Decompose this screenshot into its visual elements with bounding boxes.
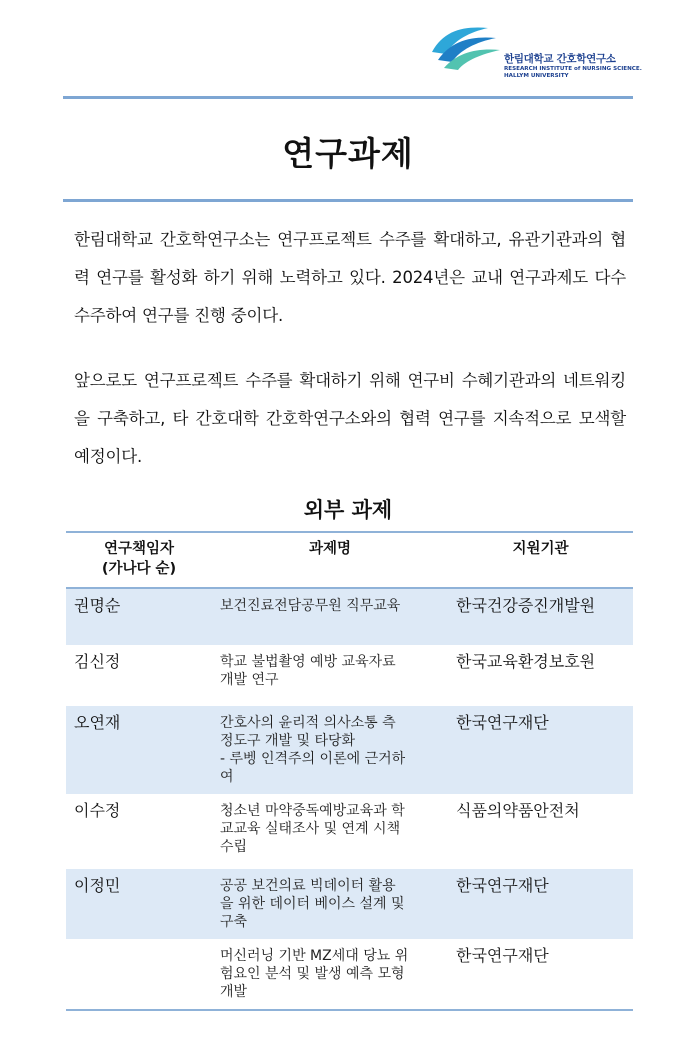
header-org: 지원기관 <box>512 541 569 557</box>
pi-cell: 오연재 <box>66 706 212 794</box>
top-divider <box>63 96 633 99</box>
pi-cell: 이수정 <box>74 801 121 820</box>
external-projects-table <box>66 531 633 1011</box>
header-project: 과제명 <box>308 541 352 557</box>
logo-subtitle <box>504 66 642 80</box>
table-row <box>66 645 633 706</box>
project-cell: 공공 보건의료 빅데이터 활용 을 위한 데이터 베이스 설계 및 구축 <box>212 869 448 939</box>
pi-cell: 김신정 <box>74 652 121 671</box>
table-row <box>66 706 633 794</box>
logo-title: 한림대학교 간호학연구소 <box>504 53 616 65</box>
section-title: 외부 과제 <box>303 498 393 522</box>
wave-logo-icon <box>430 22 502 74</box>
project-cell: 간호사의 윤리적 의사소통 측 정도구 개발 및 타당화 - 루벵 인격주의 이론에 근거하 여 <box>212 706 448 794</box>
org-cell: 한국연구재단 <box>448 869 633 939</box>
table-row <box>66 794 633 869</box>
table-row <box>66 939 633 1010</box>
logo-subtitle-line1: RESEARCH INSTITUTE of NURSING SCIENCE. <box>504 66 642 72</box>
org-cell: 식품의약품안전처 <box>456 801 580 820</box>
header-pi: 연구책임자 (가나다 순) <box>101 541 177 577</box>
intro-paragraph-1: 한림대학교 간호학연구소는 연구프로젝트 수주를 확대하고, 유관기관과의 협력 연구를 활성화 하기 위해 노력하고 있다. 2024년은 교내 연구과제도 다수 수주하여 연구를 진행 중이다. <box>74 230 626 325</box>
pi-cell <box>66 939 212 1010</box>
table-row <box>66 588 633 645</box>
org-cell: 한국교육환경보호원 <box>456 652 596 671</box>
table-header-row <box>66 532 633 588</box>
project-cell: 머신러닝 기반 MZ세대 당뇨 위 험요인 분석 및 발생 예측 모형 개발 <box>220 948 409 1000</box>
table-row <box>66 869 633 939</box>
logo-subtitle-line2: HALLYM UNIVERSITY <box>504 73 569 79</box>
title-divider <box>63 199 633 202</box>
org-cell: 한국연구재단 <box>456 946 549 965</box>
intro-paragraph-2: 앞으로도 연구프로젝트 수주를 확대하기 위해 연구비 수혜기관과의 네트워킹을 구축하고, 타 간호대학 간호학연구소와의 협력 연구를 지속적으로 모색할 예정이다. <box>74 371 626 466</box>
institute-logo <box>430 22 670 84</box>
org-cell: 한국연구재단 <box>448 706 633 794</box>
project-cell: 보건진료전담공무원 직무교육 <box>212 588 448 645</box>
project-cell: 청소년 마약중독예방교육과 학 교교육 실태조사 및 연계 시책 수립 <box>220 803 405 855</box>
pi-cell: 권명순 <box>66 588 212 645</box>
org-cell: 한국건강증진개발원 <box>448 588 633 645</box>
project-cell: 학교 불법촬영 예방 교육자료 개발 연구 <box>220 654 396 688</box>
pi-cell: 이정민 <box>66 869 212 939</box>
page-title: 연구과제 <box>282 134 414 173</box>
